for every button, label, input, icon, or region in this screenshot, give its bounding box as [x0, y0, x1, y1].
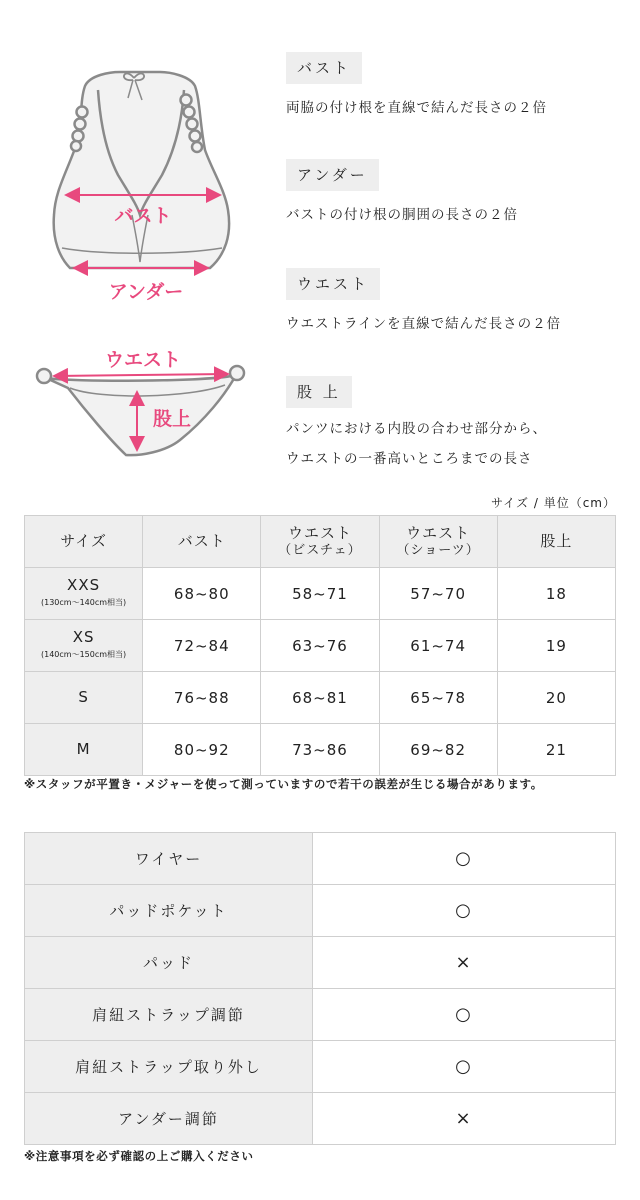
feature-value: ○ — [313, 989, 616, 1041]
header-label: バスト — [177, 532, 226, 550]
size-cell: M — [25, 724, 143, 776]
header-bust — [143, 516, 261, 568]
value-cell: 76~88 — [143, 672, 261, 724]
header-size — [25, 516, 143, 568]
value-cell: 58~71 — [261, 568, 379, 620]
value-cell: 20 — [497, 672, 615, 724]
bust-diagram-label: バスト — [114, 205, 172, 227]
table-row — [25, 620, 616, 672]
definition-rise — [286, 376, 626, 474]
definition-text: ウエストラインを直線で結んだ長さの２倍 — [286, 316, 562, 332]
feature-value: ○ — [313, 833, 616, 885]
definition-text: 両脇の付け根を直線で結んだ長さの２倍 — [286, 100, 547, 116]
feature-value: ○ — [313, 1041, 616, 1093]
unit-note: サイズ / 単位（cm） — [491, 496, 616, 510]
bottoms-drawing — [37, 366, 244, 455]
feature-label: アンダー調節 — [25, 1093, 313, 1145]
definition-text-line: ウエストの一番高いところまでの長さ — [286, 451, 533, 467]
rise-diagram-label: 股上 — [152, 408, 192, 430]
value-cell: 69~82 — [379, 724, 497, 776]
definition-text-line: パンツにおける内股の合わせ部分から、 — [286, 421, 547, 437]
under-diagram-label: アンダー — [108, 281, 184, 303]
table-row — [25, 1093, 616, 1145]
feature-label: 肩紐ストラップ取り外し — [25, 1041, 313, 1093]
feature-value: × — [313, 1093, 616, 1145]
definition-term: バスト — [286, 52, 362, 84]
feature-label: パッド — [25, 937, 313, 989]
table-row — [25, 672, 616, 724]
value-cell: 80~92 — [143, 724, 261, 776]
caution-note: ※注意事項を必ず確認の上ご購入ください — [24, 1149, 254, 1163]
size-label: XXS — [67, 575, 101, 594]
table-row — [25, 833, 616, 885]
definition-text: バストの付け根の胴囲の長さの２倍 — [286, 207, 518, 223]
measurement-diagram — [0, 0, 280, 480]
features-table — [24, 832, 616, 1145]
measurement-note: ※スタッフが平置き・メジャーを使って測っていますので若干の誤差が生じる場合があります。 — [24, 777, 543, 791]
header-waist-shorts — [379, 516, 497, 568]
table-row — [25, 1041, 616, 1093]
header-sublabel: （ビスチェ） — [278, 542, 362, 558]
size-cell: S — [25, 672, 143, 724]
feature-label: ワイヤー — [25, 833, 313, 885]
header-label: ウエスト — [287, 523, 352, 542]
value-cell: 57~70 — [379, 568, 497, 620]
value-cell: 21 — [497, 724, 615, 776]
definition-bust — [286, 52, 626, 123]
garment-illustration — [0, 0, 280, 480]
size-cell — [25, 620, 143, 672]
size-note: (130cm～140cm相当) — [41, 597, 127, 607]
size-cell — [25, 568, 143, 620]
table-row — [25, 568, 616, 620]
table-row — [25, 989, 616, 1041]
waist-diagram-label: ウエスト — [104, 349, 182, 371]
header-label: 股上 — [540, 532, 573, 550]
feature-value: × — [313, 937, 616, 989]
header-sublabel: （ショーツ） — [396, 542, 480, 558]
definition-under — [286, 159, 626, 230]
table-row — [25, 724, 616, 776]
value-cell: 19 — [497, 620, 615, 672]
definition-term: アンダー — [286, 159, 379, 191]
value-cell: 18 — [497, 568, 615, 620]
value-cell: 68~80 — [143, 568, 261, 620]
value-cell: 63~76 — [261, 620, 379, 672]
header-label: サイズ — [60, 532, 107, 550]
value-cell: 65~78 — [379, 672, 497, 724]
value-cell: 73~86 — [261, 724, 379, 776]
value-cell: 72~84 — [143, 620, 261, 672]
definition-waist — [286, 268, 626, 339]
size-table — [24, 515, 616, 776]
header-label: ウエスト — [406, 523, 471, 542]
feature-label: パッドポケット — [25, 885, 313, 937]
value-cell: 68~81 — [261, 672, 379, 724]
size-label: XS — [72, 627, 95, 646]
definition-term: 股 上 — [286, 376, 352, 408]
feature-value: ○ — [313, 885, 616, 937]
table-row — [25, 937, 616, 989]
header-rise — [497, 516, 615, 568]
size-note: (140cm～150cm相当) — [41, 649, 127, 659]
size-table-header — [25, 516, 616, 568]
halter-top-drawing — [54, 72, 229, 268]
feature-label: 肩紐ストラップ調節 — [25, 989, 313, 1041]
value-cell: 61~74 — [379, 620, 497, 672]
header-waist-bustier — [261, 516, 379, 568]
table-row — [25, 885, 616, 937]
definition-text-block — [286, 414, 626, 474]
definition-term: ウエスト — [286, 268, 380, 300]
